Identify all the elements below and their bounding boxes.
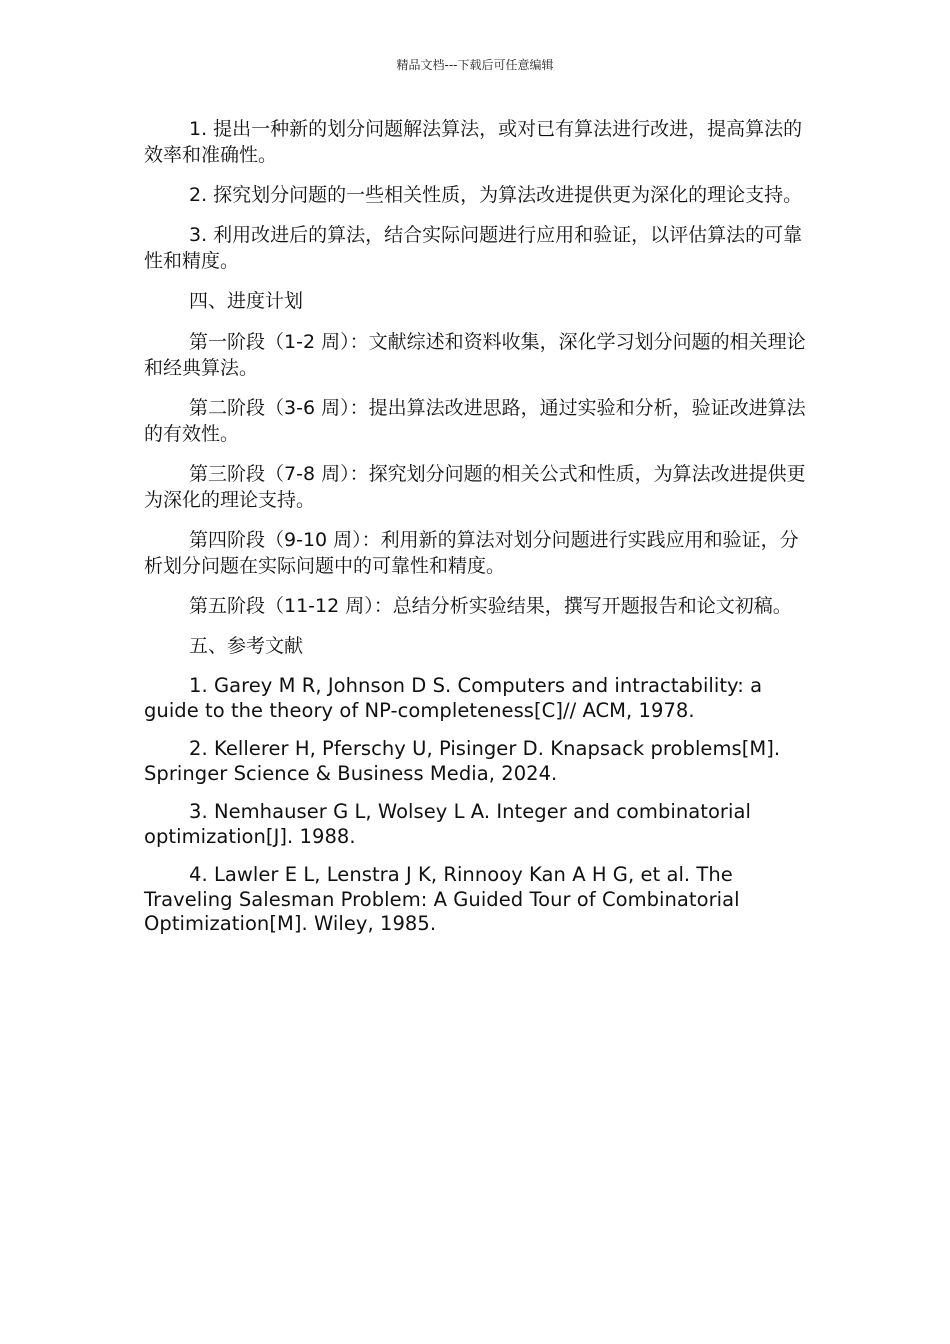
goal-item-2: 2. 探究划分问题的一些相关性质，为算法改进提供更为深化的理论支持。 (189, 184, 803, 206)
reference-item-1: 1. Garey M R, Johnson D S. Computers and intractability: a guide to the theory of NP-completeness[C]// ACM, 1978. (144, 674, 763, 722)
schedule-item-5: 第五阶段（11-12 周）：总结分析实验结果，撰写开题报告和论文初稿。 (189, 595, 792, 617)
schedule-heading: 四、进度计划 (189, 290, 304, 312)
goal-item-1: 1. 提出一种新的划分问题解法算法，或对已有算法进行改进，提高算法的效率和准确性。 (144, 118, 803, 166)
schedule-item-1: 第一阶段（1-2 周）：文献综述和资料收集，深化学习划分问题的相关理论和经典算法。 (144, 331, 806, 379)
references-list (144, 674, 806, 937)
schedule-item-3: 第三阶段（7-8 周）：探究划分问题的相关公式和性质，为算法改进提供更为深化的理论支持。 (144, 463, 806, 511)
document-body (144, 116, 806, 951)
reference-item-3: 3. Nemhauser G L, Wolsey L A. Integer and combinatorial optimization[J]. 1988. (144, 800, 751, 848)
page-header: 精品文档---下载后可任意编辑 (396, 58, 554, 72)
references-heading: 五、参考文献 (189, 635, 304, 657)
reference-item-4: 4. Lawler E L, Lenstra J K, Rinnooy Kan A H G, et al. The Traveling Salesman Problem: A Guided Tour of Combinatorial Optimization[M]. Wiley, 1985. (144, 863, 740, 935)
schedule-item-4: 第四阶段（9-10 周）：利用新的算法对划分问题进行实践应用和验证，分析划分问题在实际问题中的可靠性和精度。 (144, 529, 799, 577)
goal-item-3: 3. 利用改进后的算法，结合实际问题进行应用和验证，以评估算法的可靠性和精度。 (144, 224, 803, 272)
reference-item-2: 2. Kellerer H, Pferschy U, Pisinger D. Knapsack problems[M]. Springer Science & Business Media, 2024. (144, 737, 781, 785)
schedule-item-2: 第二阶段（3-6 周）：提出算法改进思路，通过实验和分析，验证改进算法的有效性。 (144, 397, 806, 445)
